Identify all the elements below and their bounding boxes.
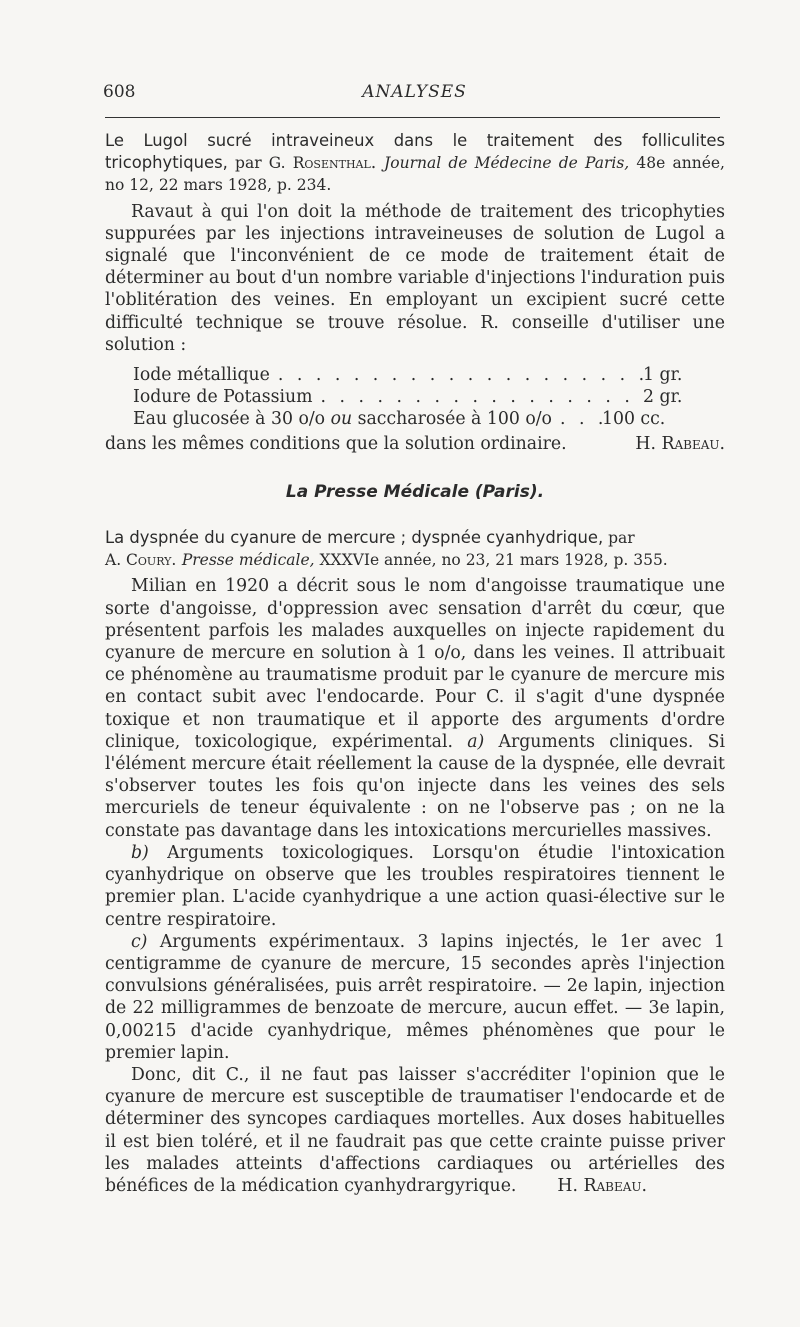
running-head: ANALYSES (362, 82, 467, 102)
leader-dots (313, 386, 643, 408)
section-heading: La Presse Médicale (Paris). (285, 481, 545, 502)
article1-citation: 48e année, no 12, 22 mars 1928, p. 234. (105, 154, 725, 195)
article2-p1-tail: Arguments cliniques. Si l'élément mercure était réellement la cause de la dyspnée, elle devrait s'observer toutes les fois qu'on injecte dans les veines des sels mercuriels de teneur équivalente : on ne l'observe pas ; on ne la constate pas davantage dans les intoxications mercurielles massives. (105, 731, 725, 841)
article1-signature: H. Rabeau. (635, 433, 725, 454)
article2-p2-marker: b) (131, 842, 149, 863)
article1-by: par G. (227, 154, 293, 173)
recipe-qty: 2 gr. (643, 387, 683, 408)
article2-p3-marker: c) (131, 931, 148, 952)
article1-heading: Le Lugol sucré intraveineux dans le traitement des folliculites tricophytiques, par G. Rosenthal. Journal de Médecine de Paris, 48e année, no 12, 22 mars 1928, p. 234. (105, 131, 725, 195)
article2-p3-text: Arguments expérimentaux. 3 lapins injectés, le 1er avec 1 centigramme de cyanure de mercure, 15 secondes après l'injection convulsions généralisées, puis arrêt respiratoire. — 2e lapin, injection de 22 milligrammes de benzoate de mercure, aucun effet. — 3e lapin, 0,00215 d'acide cyanhydrique, mêmes phénomènes que pour le premier lapin. (105, 931, 725, 1063)
recipe-qty: 100 cc. (601, 409, 666, 430)
article1-journal: Journal de Médecine de Paris, (384, 154, 630, 173)
article1-closing-line (105, 433, 725, 455)
recipe-name-post: saccharosée à 100 o/o (352, 409, 552, 430)
article2-paragraph-1 (105, 575, 725, 841)
article2-author: A. Coury. (105, 551, 177, 570)
recipe-name-pre: Eau glucosée à 30 o/o (133, 409, 331, 430)
recipe-list (133, 364, 725, 431)
article2-signature: H. Rabeau. (557, 1176, 647, 1197)
article2-title: La dyspnée du cyanure de mercure ; dyspnée cyanhydrique, (105, 528, 604, 548)
article1-author: Rosenthal (292, 154, 371, 173)
article2-by: par (603, 529, 635, 548)
article1-closing: dans les mêmes conditions que la solution ordinaire. (105, 433, 567, 454)
recipe-row (133, 386, 725, 408)
article1-title: Le Lugol sucré intraveineux dans le traitement des folliculites tricophytiques, (105, 131, 725, 173)
article2-citation: XXXVIe année, no 23, 21 mars 1928, p. 355. (314, 551, 668, 570)
article2-paragraph-2 (105, 842, 725, 931)
recipe-name-italic: ou (330, 409, 353, 430)
recipe-row (133, 408, 725, 430)
page-number: 608 (103, 82, 136, 102)
recipe-row (133, 364, 725, 386)
leader-dots (270, 364, 643, 386)
recipe-qty: 1 gr. (643, 365, 683, 386)
page-content (105, 130, 725, 1197)
leader-dots (552, 408, 602, 430)
recipe-name: Iode métallique (133, 365, 270, 386)
article2-paragraph-3 (105, 931, 725, 1064)
recipe-name: Iodure de Potassium (133, 387, 313, 408)
recipe-name (133, 408, 552, 430)
article2-p1-text: Milian en 1920 a décrit sous le nom d'angoisse traumatique une sorte d'angoisse, d'oppression avec sensation d'arrêt du cœur, que présentent parfois les malades auxquelles on injecte rapidement du cyanure de mercure en solution à 1 o/o, dans les veines. Il attribuait ce phénomène au traumatisme produit par le cyanure de mercure mis en contact subit avec l'endocarde. Pour C. il s'agit d'une dyspnée toxique et non traumatique et il apporte des arguments d'ordre clinique, toxicologique, expérimental. (105, 576, 725, 752)
article1-paragraph: Ravaut à qui l'on doit la méthode de traitement des tricophyties suppurées par les injections intraveineuses de solution de Lugol a signalé que l'inconvénient de ce mode de traitement était de déterminer au bout d'un nombre variable d'injections l'induration puis l'oblitération des veines. En employant un excipient sucré cette difficulté technique se trouve résolue. R. conseille d'utiliser une solution : (105, 201, 725, 355)
article2-paragraph-4: Donc, dit C., il ne faut pas laisser s'accréditer l'opinion que le cyanure de mercure est susceptible de traumatiser l'endocarde et de déterminer des syncopes cardiaques mortelles. Aux doses habituelles il est bien toléré, et il ne faudrait pas que cette crainte puisse priver les malades atteints d'affections cardiaques ou artérielles des bénéfices de la médication cyanhydrargyrique. (105, 1064, 725, 1196)
article2-p2-text: Arguments toxicologiques. Lorsqu'on étudie l'intoxication cyanhydrique on observe que les troubles respiratoires tiennent le premier plan. L'acide cyanhydrique a une action quasi-élective sur le centre respiratoire. (105, 842, 725, 930)
article2-p1-marker: a) (467, 731, 485, 752)
header-rule (105, 117, 720, 118)
article2-journal: Presse médicale, (181, 551, 315, 570)
article2-heading (105, 527, 725, 571)
